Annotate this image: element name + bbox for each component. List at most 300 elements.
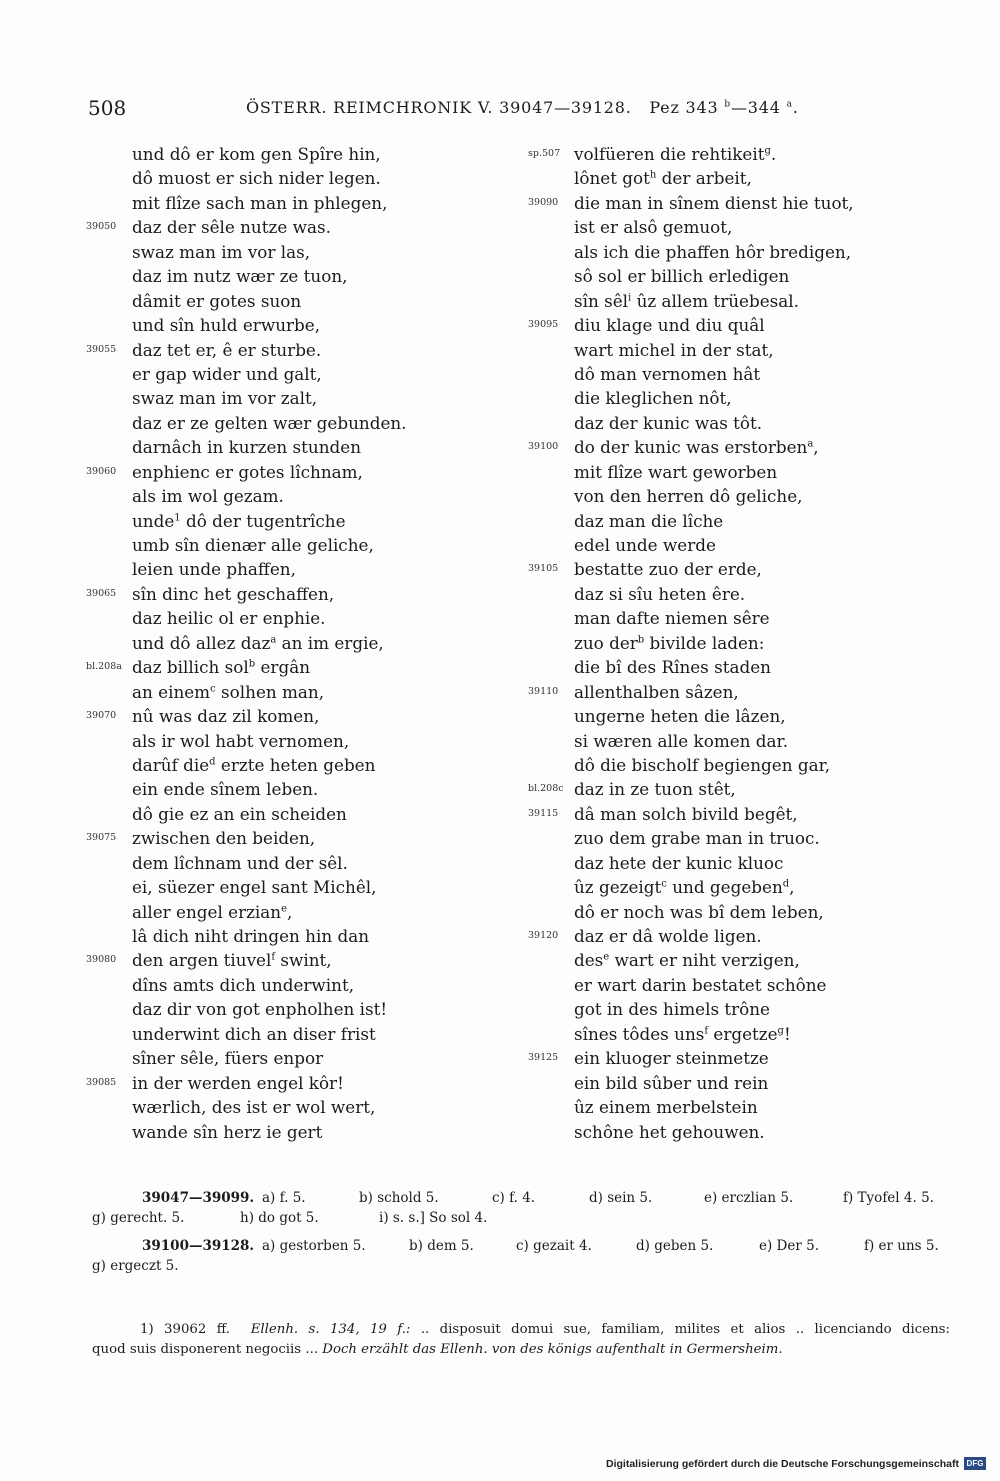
verse-text	[574, 362, 760, 386]
verse-fragment: volfüeren die rehtikeit	[574, 144, 765, 164]
verse-number: 39075	[86, 832, 117, 844]
verse-line	[528, 484, 928, 508]
variant-marker: c	[210, 683, 216, 695]
verse-line	[86, 557, 526, 581]
apparatus-note: e) erczlian 5.	[704, 1190, 794, 1206]
verse-line	[86, 704, 526, 728]
verse-text	[132, 997, 387, 1021]
verse-line	[86, 631, 526, 655]
footnote-source: Ellenh. s. 134, 19 f.:	[250, 1322, 411, 1337]
verse-fragment: swaz man im vor las,	[132, 241, 311, 262]
verse-text	[574, 875, 795, 899]
footnote-line-2	[92, 1340, 950, 1360]
verse-fragment: dô die bischolf begiengen gar,	[574, 754, 831, 775]
verse-text	[132, 948, 332, 972]
running-title-text: ÖSTERR. REIMCHRONIK V. 39047—39128.	[246, 98, 632, 117]
verse-text	[132, 289, 301, 313]
verse-number: 39090	[528, 196, 559, 208]
verse-line	[86, 313, 526, 337]
verse-fragment: diu klage und diu quâl	[574, 315, 765, 336]
verse-line	[86, 435, 526, 459]
apparatus-note: c) gezait 4.	[516, 1238, 592, 1254]
verse-text	[132, 362, 322, 386]
verse-fragment: bivilde laden:	[644, 632, 765, 653]
verse-fragment: man dafte niemen sêre	[574, 608, 770, 629]
verse-line	[86, 900, 526, 924]
verse-text	[574, 729, 788, 753]
verse-line	[528, 1071, 928, 1095]
verse-line	[86, 655, 526, 679]
variant-marker: g	[764, 145, 771, 157]
verse-text	[574, 924, 762, 948]
verse-line	[86, 997, 526, 1021]
verse-fragment: daz er dâ wolde ligen.	[574, 926, 762, 946]
variant-marker: b	[248, 658, 256, 670]
verse-line	[528, 1022, 928, 1046]
pez-sup-a: b	[724, 99, 731, 110]
verse-line	[528, 631, 928, 655]
verse-fragment: ûz gezeigt	[574, 877, 662, 898]
verse-line	[86, 484, 526, 508]
verse-line	[86, 338, 526, 362]
verse-fragment: daz man die lîche	[574, 510, 724, 531]
verse-line	[528, 704, 928, 728]
verse-text	[574, 215, 732, 239]
verse-text	[574, 1071, 768, 1095]
verse-text	[574, 948, 800, 972]
verse-fragment: dô man vernomen hât	[574, 363, 761, 384]
verse-line	[86, 191, 526, 215]
verse-text	[574, 1095, 758, 1119]
verse-text	[574, 191, 854, 215]
verse-text	[132, 557, 296, 581]
verse-line	[528, 435, 928, 459]
verse-text	[132, 777, 318, 801]
variant-marker: a	[807, 438, 814, 450]
running-title	[246, 98, 799, 117]
verse-line	[86, 289, 526, 313]
verse-text	[574, 142, 776, 166]
verse-number: 39085	[86, 1076, 117, 1088]
apparatus-note: b) dem 5.	[409, 1238, 474, 1254]
verse-fragment: sînes tôdes uns	[574, 1023, 705, 1044]
verse-line	[86, 386, 526, 410]
apparatus-block-2	[92, 1236, 950, 1276]
verse-number: 39055	[86, 343, 117, 355]
verse-line	[86, 1095, 526, 1119]
verse-fragment: ergân	[255, 657, 311, 678]
left-verse-column	[86, 142, 526, 1144]
verse-fragment: got in des himels trône	[574, 999, 770, 1020]
apparatus-note: g) gerecht. 5.	[92, 1210, 185, 1226]
verse-fragment: sîn sêl	[574, 290, 629, 311]
verse-fragment: bestatte zuo der erde,	[574, 559, 762, 580]
apparatus-row	[92, 1236, 950, 1256]
verse-number: 39125	[528, 1052, 559, 1064]
verse-fragment: sô sol er billich erledigen	[574, 266, 790, 287]
verse-line	[86, 802, 526, 826]
verse-text	[132, 973, 354, 997]
verse-fragment: daz tet er, ê er sturbe.	[132, 339, 322, 360]
verse-line	[86, 851, 526, 875]
verse-fragment: und dô allez daz	[132, 632, 271, 653]
verse-fragment: wærlich, des ist er wol wert,	[132, 1097, 376, 1118]
verse-number: bl.208a	[86, 661, 122, 673]
variant-marker: e	[281, 902, 288, 914]
verse-line	[86, 240, 526, 264]
verse-number: 39080	[86, 954, 117, 966]
verse-text	[574, 166, 752, 190]
verse-line	[528, 313, 928, 337]
verse-line	[528, 1120, 928, 1144]
verse-fragment: allenthalben sâzen,	[574, 681, 739, 702]
apparatus-range: 39047—39099.	[142, 1190, 255, 1206]
verse-line	[528, 826, 928, 850]
verse-fragment: do der kunic was erstorben	[574, 437, 808, 458]
verse-fragment: !	[783, 1023, 791, 1044]
verse-line	[528, 729, 928, 753]
verse-text	[574, 606, 770, 630]
verse-line	[528, 509, 928, 533]
verse-line	[86, 264, 526, 288]
verse-number: 39120	[528, 930, 559, 941]
verse-text	[574, 411, 762, 435]
verse-text	[132, 386, 317, 410]
verse-line	[86, 1022, 526, 1046]
verse-text	[132, 900, 292, 924]
verse-line	[528, 1046, 928, 1070]
verse-fragment: leien unde phaffen,	[132, 559, 296, 580]
verse-line	[528, 753, 928, 777]
verse-text	[574, 1120, 765, 1144]
footnote-line-1	[92, 1320, 950, 1340]
verse-text	[132, 924, 369, 948]
verse-fragment: ûz einem merbelstein	[574, 1097, 758, 1118]
verse-text	[132, 1120, 322, 1144]
verse-fragment: daz er ze gelten wær gebunden.	[132, 412, 407, 433]
verse-text	[132, 215, 331, 239]
verse-line	[528, 240, 928, 264]
verse-text	[574, 1022, 791, 1046]
verse-fragment: dô muost er sich nider legen.	[132, 168, 381, 189]
verse-line	[86, 680, 526, 704]
variant-marker: i	[628, 292, 632, 304]
apparatus-note: f) Tyofel 4. 5.	[843, 1190, 934, 1206]
verse-line	[528, 215, 928, 239]
right-verse-column	[528, 142, 928, 1144]
apparatus-note: h) do got 5.	[240, 1210, 319, 1226]
verse-fragment: swaz man im vor zalt,	[132, 388, 318, 409]
apparatus-note: c) f. 4.	[492, 1190, 536, 1206]
footnote-marker: 1) 39062 ff.	[140, 1322, 230, 1337]
verse-text	[574, 460, 777, 484]
verse-fragment: daz der sêle nutze was.	[132, 217, 331, 238]
verse-number: 39070	[86, 710, 117, 722]
verse-fragment: als ir wol habt vernomen,	[132, 730, 350, 751]
apparatus-note: a) f. 5.	[262, 1190, 306, 1206]
verse-fragment: solhen man,	[215, 681, 325, 702]
verse-text	[132, 753, 375, 777]
verse-fragment: daz hete der kunic kluoc	[574, 852, 784, 873]
verse-fragment: ,	[813, 437, 819, 458]
verse-line	[528, 460, 928, 484]
verse-text	[574, 484, 802, 508]
verse-text	[132, 313, 320, 337]
verse-fragment: an im ergie,	[276, 632, 384, 653]
verse-text	[132, 509, 346, 533]
verse-text	[574, 753, 830, 777]
verse-fragment: dâ man solch bivild begêt,	[574, 803, 798, 824]
verse-fragment: .	[770, 144, 777, 164]
verse-line	[528, 191, 928, 215]
verse-fragment: mit flîze sach man in phlegen,	[132, 192, 388, 213]
dfg-logo: DFG	[964, 1457, 986, 1470]
verse-text	[574, 509, 723, 533]
verse-text	[132, 264, 347, 288]
pez-end: .	[792, 98, 799, 117]
verse-line	[528, 411, 928, 435]
verse-fragment: lônet got	[574, 168, 650, 189]
apparatus-note: b) schold 5.	[359, 1190, 439, 1206]
variant-marker: a	[270, 634, 277, 646]
verse-line	[528, 948, 928, 972]
verse-text	[574, 973, 826, 997]
verse-text	[132, 631, 384, 655]
verse-text	[132, 1095, 375, 1119]
verse-fragment: ein bild sûber und rein	[574, 1072, 769, 1093]
verse-number: 39050	[86, 221, 117, 233]
verse-fragment: mit flîze wart geworben	[574, 461, 778, 482]
verse-fragment: und gegeben	[666, 877, 783, 898]
variant-marker: e	[603, 951, 610, 963]
verse-fragment: in der werden engel kôr!	[132, 1072, 344, 1093]
verse-fragment: dô er noch was bî dem leben,	[574, 901, 824, 922]
verse-text	[132, 851, 348, 875]
verse-line	[86, 533, 526, 557]
verse-line	[86, 460, 526, 484]
verse-line	[86, 362, 526, 386]
verse-fragment: enphienc er gotes lîchnam,	[132, 461, 363, 482]
verse-text	[574, 313, 765, 337]
verse-number: bl.208c	[528, 783, 564, 795]
verse-line	[528, 655, 928, 679]
verse-number: sp.507	[528, 148, 561, 159]
apparatus-note: a) gestorben 5.	[262, 1238, 366, 1254]
verse-fragment: ,	[789, 877, 795, 898]
verse-number: 39100	[528, 441, 559, 453]
verse-line	[86, 509, 526, 533]
verse-fragment: si wæren alle komen dar.	[574, 730, 789, 751]
verse-text	[574, 704, 786, 728]
verse-fragment: die bî des Rînes staden	[574, 657, 771, 678]
apparatus-note: e) Der 5.	[759, 1238, 819, 1254]
variant-marker: h	[649, 169, 657, 181]
verse-fragment: ei, süezer engel sant Michêl,	[132, 877, 377, 898]
verse-line	[86, 166, 526, 190]
verse-line	[86, 948, 526, 972]
verse-fragment: und dô er kom gen Spîre hin,	[132, 144, 381, 164]
verse-fragment: darnâch in kurzen stunden	[132, 437, 361, 458]
variant-marker: d	[782, 878, 790, 890]
verse-number: 39060	[86, 465, 117, 477]
verse-line	[528, 386, 928, 410]
verse-text	[574, 997, 770, 1021]
verse-text	[574, 777, 736, 801]
verse-line	[528, 362, 928, 386]
verse-text	[574, 338, 774, 362]
verse-number: 39115	[528, 807, 559, 819]
pez-sup-b: a	[786, 99, 793, 110]
verse-line	[86, 411, 526, 435]
verse-text	[132, 680, 324, 704]
verse-text	[132, 166, 381, 190]
variant-marker: c	[661, 878, 667, 890]
verse-text	[574, 1046, 769, 1070]
verse-fragment: swint,	[275, 950, 332, 971]
verse-text	[574, 386, 732, 410]
verse-fragment: wart michel in der stat,	[574, 339, 774, 360]
variant-marker: g	[777, 1025, 784, 1037]
verse-line	[528, 166, 928, 190]
verse-line	[528, 264, 928, 288]
verse-text	[132, 729, 349, 753]
verse-line	[86, 215, 526, 239]
verse-line	[86, 582, 526, 606]
footnote-latin: .. disposuit domui sue, familiam, milites et alios .. licenciando dicens:	[420, 1322, 950, 1337]
verse-fragment: als im wol gezam.	[132, 486, 284, 507]
verse-fragment: nû was daz zil komen,	[132, 706, 320, 727]
verse-text	[574, 289, 799, 313]
verse-text	[132, 704, 319, 728]
verse-fragment: zuo dem grabe man in truoc.	[574, 828, 820, 849]
apparatus-range: 39100—39128.	[142, 1238, 255, 1254]
apparatus-note: g) ergeczt 5.	[92, 1258, 179, 1274]
verse-fragment: lâ dich niht dringen hin dan	[132, 926, 370, 946]
verse-fragment: dîns amts dich underwint,	[132, 974, 355, 995]
apparatus-row	[92, 1188, 950, 1208]
verse-fragment: dô der tugentrîche	[180, 510, 346, 531]
verse-line	[528, 851, 928, 875]
verse-fragment: er gap wider und galt,	[132, 363, 322, 384]
verse-fragment: zwischen den beiden,	[132, 828, 316, 849]
verse-fragment: edel unde werde	[574, 535, 716, 555]
verse-line	[528, 997, 928, 1021]
verse-text	[132, 875, 376, 899]
verse-fragment: die kleglichen nôt,	[574, 388, 732, 409]
verse-text	[132, 1046, 323, 1070]
variant-marker: d	[209, 756, 216, 768]
verse-text	[132, 435, 361, 459]
verse-fragment: den argen tiuvel	[132, 950, 272, 971]
variant-marker: 1	[174, 511, 181, 523]
verse-text	[132, 411, 407, 435]
verse-line	[528, 1095, 928, 1119]
verse-text	[132, 191, 387, 215]
verse-text	[132, 1071, 344, 1095]
verse-text	[132, 338, 321, 362]
verse-text	[574, 802, 798, 826]
verse-fragment: darûf die	[132, 754, 210, 775]
verse-fragment: unde	[132, 510, 175, 531]
verse-text	[132, 655, 310, 679]
verse-fragment: und sîn huld erwurbe,	[132, 315, 321, 336]
verse-text	[574, 826, 820, 850]
verse-fragment: an einem	[132, 681, 211, 702]
verse-fragment: daz dir von got enpholhen ist!	[132, 999, 388, 1020]
verse-text	[132, 802, 347, 826]
verse-line	[86, 1120, 526, 1144]
footnote-latin-cont: quod suis disponerent negociis ...	[92, 1341, 319, 1357]
verse-fragment: als ich die phaffen hôr bredigen,	[574, 241, 852, 262]
verse-line	[86, 729, 526, 753]
verse-line	[86, 924, 526, 948]
verse-fragment: ûz allem trüebesal.	[631, 290, 799, 311]
verse-text	[574, 851, 783, 875]
verse-fragment: dem lîchnam und der sêl.	[132, 852, 348, 873]
verse-text	[574, 582, 745, 606]
verse-fragment: die man in sînem dienst hie tuot,	[574, 192, 854, 213]
verse-fragment: aller engel erzian	[132, 901, 282, 922]
verse-fragment: ergetze	[708, 1023, 778, 1044]
verse-fragment: sîn dinc het geschaffen,	[132, 583, 335, 604]
verse-fragment: schône het gehouwen.	[574, 1121, 765, 1142]
verse-fragment: wande sîn herz ie gert	[132, 1121, 323, 1142]
verse-line	[86, 875, 526, 899]
verse-number: 39105	[528, 563, 559, 575]
verse-fragment: daz heilic ol er enphie.	[132, 608, 326, 629]
pez-ref-a: Pez 343	[649, 98, 719, 117]
verse-text	[574, 557, 762, 581]
verse-line	[86, 1046, 526, 1070]
verse-text	[574, 900, 824, 924]
variant-marker: f	[704, 1025, 709, 1037]
apparatus-note: i) s. s.] So sol 4.	[379, 1210, 488, 1226]
variant-marker: f	[271, 951, 276, 963]
verse-text	[132, 606, 326, 630]
verse-fragment: daz in ze tuon stêt,	[574, 779, 736, 800]
verse-text	[574, 631, 764, 655]
verse-line	[528, 582, 928, 606]
verse-line	[86, 826, 526, 850]
verse-line	[528, 875, 928, 899]
verse-fragment: des	[574, 950, 604, 971]
verse-fragment: der arbeit,	[656, 168, 752, 189]
verse-line	[528, 142, 928, 166]
apparatus-row	[92, 1256, 950, 1276]
verse-line	[528, 338, 928, 362]
page-number: 508	[88, 96, 127, 120]
verse-fragment: zuo der	[574, 632, 638, 653]
verse-text	[132, 460, 363, 484]
verse-line	[86, 1071, 526, 1095]
verse-number: 39065	[86, 587, 117, 599]
verse-text	[574, 680, 739, 704]
apparatus-block-1	[92, 1188, 950, 1228]
verse-fragment: ein kluoger steinmetze	[574, 1048, 769, 1069]
verse-number: 39095	[528, 319, 559, 331]
verse-line	[528, 557, 928, 581]
verse-text	[132, 484, 284, 508]
verse-line	[528, 777, 928, 801]
verse-line	[86, 973, 526, 997]
verse-text	[132, 240, 310, 264]
verse-text	[574, 533, 716, 557]
verse-text	[132, 533, 374, 557]
apparatus-row	[92, 1208, 950, 1228]
verse-text	[132, 142, 381, 166]
verse-fragment: wart er niht verzigen,	[609, 950, 800, 971]
verse-fragment: daz der kunic was tôt.	[574, 412, 763, 433]
